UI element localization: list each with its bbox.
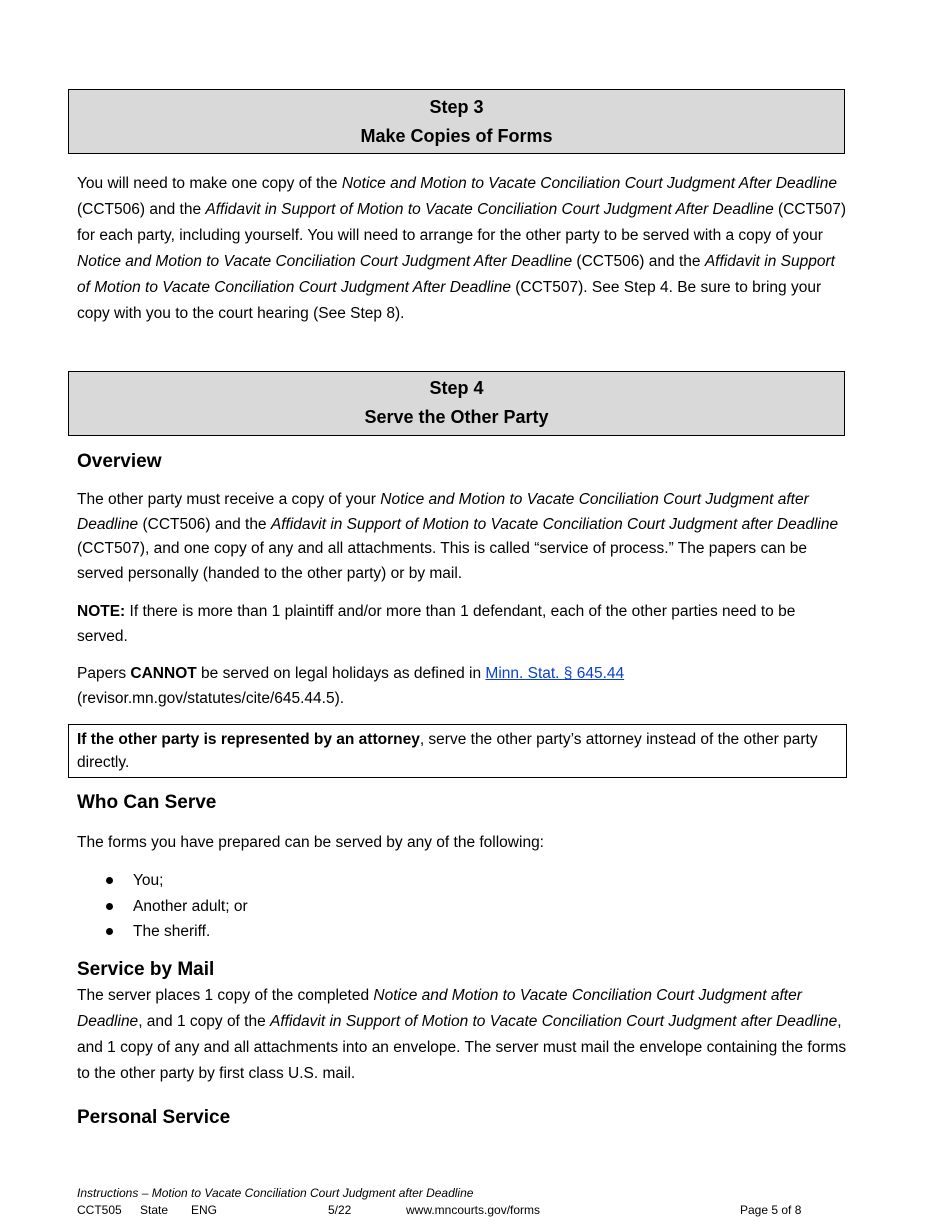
step4-title: Serve the Other Party — [364, 407, 549, 427]
mail-body — [77, 983, 847, 1087]
list-item — [77, 919, 248, 945]
form-title-text: Notice and Motion to Vacate Conciliation Court Judgment after Deadline — [77, 491, 809, 533]
step4-header — [68, 371, 845, 436]
body-text: (CCT507), and one copy of any and all attachments. This is called “service of process.” The papers can be served personally (handed to the other party) or by mail. — [77, 540, 808, 582]
minn-stat-link[interactable]: Minn. Stat. § 645.44 — [485, 665, 625, 682]
list-item — [77, 894, 248, 920]
bullet-icon — [106, 928, 113, 935]
step4-number: Step 4 — [429, 378, 484, 398]
body-text: , and 1 copy of any and all attachments into an envelope. The server must mail the envelope containing the forms to the other party by first class U.S. mail. — [77, 1013, 847, 1082]
body-text: (CCT507) for each party, including yourself. You will need to arrange for the other party to be served with a copy of your — [77, 201, 847, 244]
body-text: The server places 1 copy of the completed — [77, 987, 374, 1004]
list-item-text: The sheriff. — [133, 923, 211, 940]
form-title-text: Notice and Motion to Vacate Conciliation Court Judgment after Deadline — [77, 987, 802, 1030]
form-title-text: Affidavit in Support of Motion to Vacate Conciliation Court Judgment After Deadline — [77, 253, 835, 296]
body-text: , and 1 copy of the — [138, 1013, 271, 1030]
note-text: If there is more than 1 plaintiff and/or more than 1 defendant, each of the other parties need to be served. — [77, 603, 796, 645]
who-intro: The forms you have prepared can be served by any of the following: — [77, 834, 544, 851]
holiday-pre: Papers — [77, 665, 131, 682]
footer-title: Instructions – Motion to Vacate Conciliation Court Judgment after Deadline — [77, 1186, 474, 1200]
footer-language: ENG — [191, 1203, 218, 1217]
body-text: (CCT506) and the — [77, 201, 206, 218]
revisor-url: (revisor.mn.gov/statutes/cite/645.44.5). — [77, 689, 345, 707]
cannot-text: CANNOT — [130, 665, 197, 682]
list-item-text: Another adult; or — [133, 897, 248, 915]
body-text: (CCT506) and the — [572, 253, 705, 270]
server-list — [77, 868, 248, 945]
form-title-text: Affidavit in Support of Motion to Vacate Conciliation Court Judgment after Deadline — [270, 1013, 838, 1030]
step3-header — [68, 89, 845, 154]
footer-page-number: Page 5 of 8 — [740, 1203, 802, 1217]
bullet-icon — [106, 903, 113, 910]
footer-revision: 5/22 — [328, 1203, 352, 1217]
attorney-note-box — [68, 724, 847, 778]
body-text: (CCT507). See Step 4. Be sure to bring your copy with you to the court hearing (See Step 8). — [77, 279, 822, 322]
personal-service-heading: Personal Service — [77, 1107, 231, 1128]
holiday-paragraph — [77, 662, 847, 711]
step3-number: Step 3 — [429, 97, 484, 117]
overview-heading: Overview — [77, 451, 162, 472]
service-by-mail-heading: Service by Mail — [77, 959, 215, 980]
footer-website: www.mncourts.gov/forms — [406, 1203, 541, 1217]
form-title-text: Affidavit in Support of Motion to Vacate Conciliation Court Judgment after Deadline — [270, 515, 839, 533]
footer-form-code: CCT505 — [77, 1203, 122, 1217]
list-item-text: You; — [133, 872, 164, 889]
form-title-text: Notice and Motion to Vacate Conciliation Court Judgment After Deadline — [341, 175, 837, 192]
footer-jurisdiction: State — [140, 1203, 169, 1217]
step3-title: Make Copies of Forms — [360, 126, 553, 146]
page-footer — [77, 1185, 837, 1219]
attorney-bold: If the other party is represented by an attorney — [77, 731, 420, 748]
holiday-mid: be served on legal holidays as defined in — [196, 665, 486, 682]
form-title-text: Notice and Motion to Vacate Conciliation Court Judgment After Deadline — [77, 253, 573, 270]
bullet-icon — [106, 877, 113, 884]
body-text: (CCT506) and the — [138, 515, 271, 533]
who-can-serve-heading: Who Can Serve — [77, 792, 217, 813]
body-text: You will need to make one copy of the — [77, 175, 342, 192]
body-text: The other party must receive a copy of your — [77, 491, 381, 508]
note-paragraph — [77, 600, 847, 649]
step3-body — [77, 171, 847, 327]
list-item — [77, 868, 248, 894]
attorney-text: , serve the other party’s attorney instead of the other party directly. — [77, 731, 818, 771]
overview-body — [77, 488, 847, 586]
note-label: NOTE: — [77, 603, 126, 620]
form-title-text: Affidavit in Support of Motion to Vacate Conciliation Court Judgment After Deadline — [205, 201, 774, 218]
